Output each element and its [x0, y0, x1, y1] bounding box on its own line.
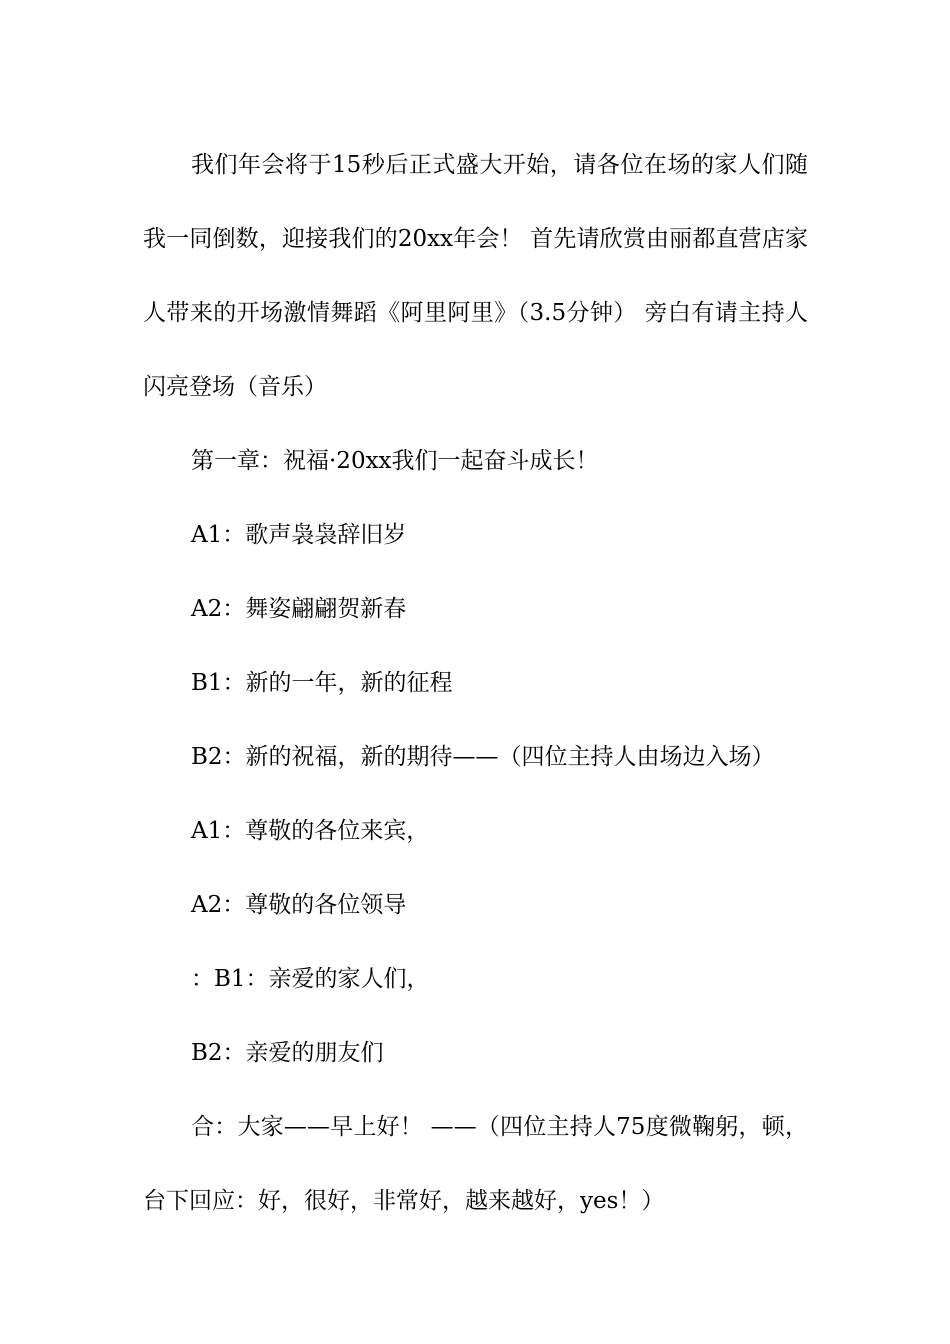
script-line: B1：新的一年，新的征程 — [191, 670, 453, 696]
script-line: ：B1：亲爱的家人们， — [191, 966, 430, 992]
script-line: B2：亲爱的朋友们 — [191, 1040, 384, 1066]
script-line: A2：舞姿翩翩贺新春 — [191, 596, 407, 622]
script-line: A1：歌声袅袅辞旧岁 — [191, 522, 407, 548]
script-line: B2：新的祝福，新的期待——（四位主持人由场边入场） — [191, 744, 775, 770]
chapter-heading: 第一章：祝福·20xx我们一起奋斗成长！ — [191, 448, 599, 474]
closing-paragraph: 合：大家——早上好！ ——（四位主持人75度微鞠躬，顿，台下回应：好，很好，非常好，越来越好，yes！） — [143, 1114, 808, 1214]
document-body — [143, 128, 808, 1238]
script-line: A2：尊敬的各位领导 — [191, 892, 407, 918]
script-line: A1：尊敬的各位来宾， — [191, 818, 430, 844]
opening-paragraph: 我们年会将于15秒后正式盛大开始，请各位在场的家人们随我一同倒数，迎接我们的20xx年会！ 首先请欣赏由丽都直营店家人带来的开场激情舞蹈《阿里阿里》（3.5分钟） 旁白有请主持人闪亮登场（音乐） — [143, 152, 808, 400]
